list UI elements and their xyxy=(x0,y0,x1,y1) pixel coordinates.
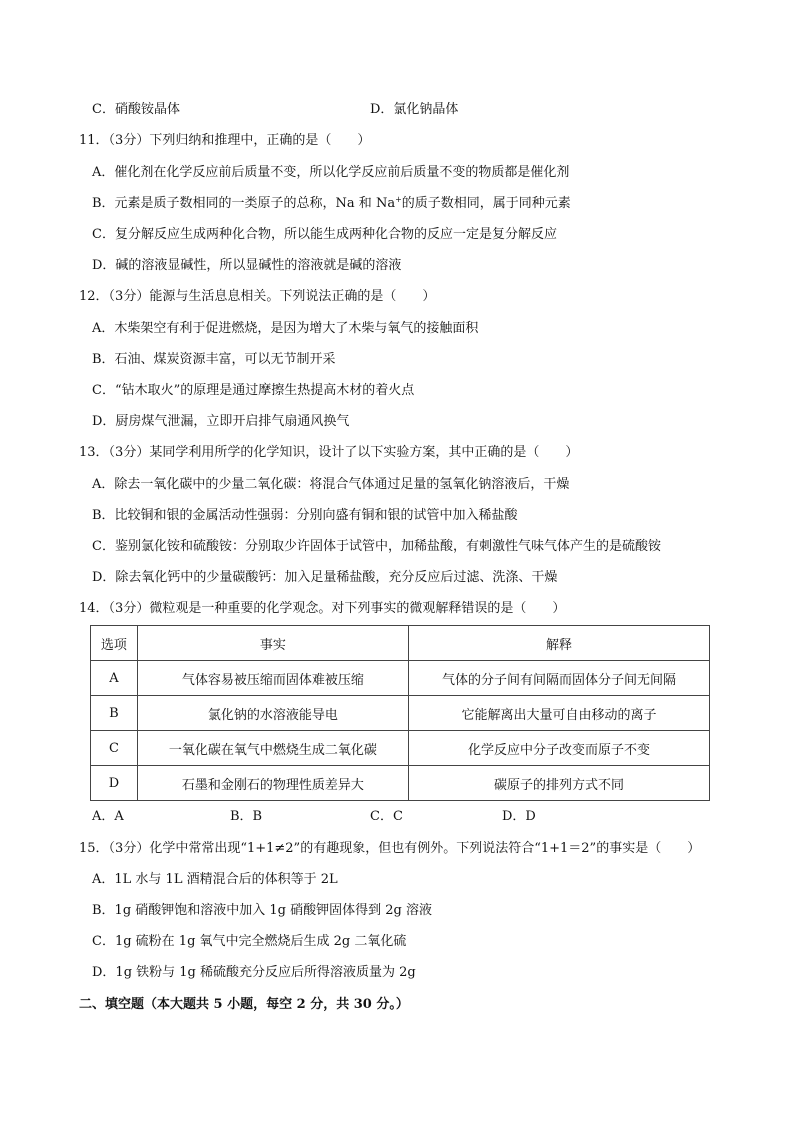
q12-stem: 12．（3分）能源与生活息息相关。下列说法正确的是（ ） xyxy=(79,289,436,304)
q13-stem: 13．（3分）某同学利用所学的化学知识，设计了以下实验方案，其中正确的是（ ） xyxy=(79,445,579,460)
q11-option-a: A．催化剂在化学反应前后质量不变，所以化学反应前后质量不变的物质都是催化剂 xyxy=(92,165,570,180)
table-cell-explanation: 它能解离出大量可自由移动的离子 xyxy=(408,696,709,731)
table-header-option: 选项 xyxy=(91,626,138,661)
table-cell-fact: 气体容易被压缩而固体难被压缩 xyxy=(137,661,408,696)
q14-stem: 14．（3分）微粒观是一种重要的化学观念。对下列事实的微观解释错误的是（ ） xyxy=(79,601,566,616)
table-cell-option: D xyxy=(91,766,138,801)
q10-option-d: D．氯化钠晶体 xyxy=(370,102,459,117)
q14-option-a: A．A xyxy=(92,809,124,824)
q11-option-b-text: B．元素是质子数相同的一类原子的总称，Na 和 Na xyxy=(92,196,396,211)
q15-option-b: B．1g 硝酸钾饱和溶液中加入 1g 硝酸钾固体得到 2g 溶液 xyxy=(92,903,432,918)
q13-option-a: A．除去一氧化碳中的少量二氧化碳：将混合气体通过足量的氢氧化钠溶液后，干燥 xyxy=(92,477,570,492)
q10-option-c: C．硝酸铵晶体 xyxy=(92,102,180,117)
q11-stem: 11．（3分）下列归纳和推理中，正确的是（ ） xyxy=(79,133,371,148)
q12-option-c: C．“钻木取火”的原理是通过摩擦生热提高木材的着火点 xyxy=(92,383,415,398)
q13-option-b: B．比较铜和银的金属活动性强弱：分别向盛有铜和银的试管中加入稀盐酸 xyxy=(92,508,518,523)
q12-option-d: D．厨房煤气泄漏，立即开启排气扇通风换气 xyxy=(92,414,350,429)
q11-option-b-superscript: + xyxy=(395,195,402,204)
q14-option-b: B．B xyxy=(230,809,263,824)
table-cell-explanation: 碳原子的排列方式不同 xyxy=(408,766,709,801)
table-row xyxy=(91,766,710,801)
q11-option-c: C．复分解反应生成两种化合物，所以能生成两种化合物的反应一定是复分解反应 xyxy=(92,227,557,242)
q15-option-a: A．1L 水与 1L 酒精混合后的体积等于 2L xyxy=(92,872,338,887)
table-cell-option: B xyxy=(91,696,138,731)
section-2-heading: 二、填空题（本大题共 5 小题，每空 2 分，共 30 分。） xyxy=(79,997,409,1012)
q12-option-a: A．木柴架空有利于促进燃烧，是因为增大了木柴与氧气的接触面积 xyxy=(92,321,479,336)
table-cell-explanation: 化学反应中分子改变而原子不变 xyxy=(408,731,709,766)
table-row xyxy=(91,731,710,766)
table-cell-fact: 石墨和金刚石的物理性质差异大 xyxy=(137,766,408,801)
q15-option-c: C．1g 硫粉在 1g 氧气中完全燃烧后生成 2g 二氧化硫 xyxy=(92,934,407,949)
q11-option-d: D．碱的溶液显碱性，所以显碱性的溶液就是碱的溶液 xyxy=(92,258,402,273)
q14-option-c: C．C xyxy=(370,809,403,824)
q14-table xyxy=(90,625,710,801)
q15-stem: 15．（3分）化学中常常出现“1+1≠2”的有趣现象，但也有例外。下列说法符合“1+1＝2”的事实是（ ） xyxy=(79,841,701,856)
q13-option-c: C．鉴别氯化铵和硫酸铵：分别取少许固体于试管中，加稀盐酸，有刺激性气味气体产生的是硫酸铵 xyxy=(92,539,661,554)
table-cell-fact: 氯化钠的水溶液能导电 xyxy=(137,696,408,731)
table-cell-option: C xyxy=(91,731,138,766)
q15-option-d: D．1g 铁粉与 1g 稀硫酸充分反应后所得溶液质量为 2g xyxy=(92,965,416,980)
table-header-fact: 事实 xyxy=(137,626,408,661)
table-cell-explanation: 气体的分子间有间隔而固体分子间无间隔 xyxy=(408,661,709,696)
q14-option-d: D．D xyxy=(502,809,536,824)
q11-option-b xyxy=(92,195,571,213)
table-header-row xyxy=(91,626,710,661)
table-row xyxy=(91,696,710,731)
q13-option-d: D．除去氧化钙中的少量碳酸钙：加入足量稀盐酸，充分反应后过滤、洗涤、干燥 xyxy=(92,570,558,585)
table-cell-option: A xyxy=(91,661,138,696)
table-cell-fact: 一氧化碳在氧气中燃烧生成二氧化碳 xyxy=(137,731,408,766)
q11-option-b-text-end: 的质子数相同，属于同种元素 xyxy=(401,196,571,211)
table-row xyxy=(91,661,710,696)
table-header-explanation: 解释 xyxy=(408,626,709,661)
q12-option-b: B．石油、煤炭资源丰富，可以无节制开采 xyxy=(92,352,336,367)
